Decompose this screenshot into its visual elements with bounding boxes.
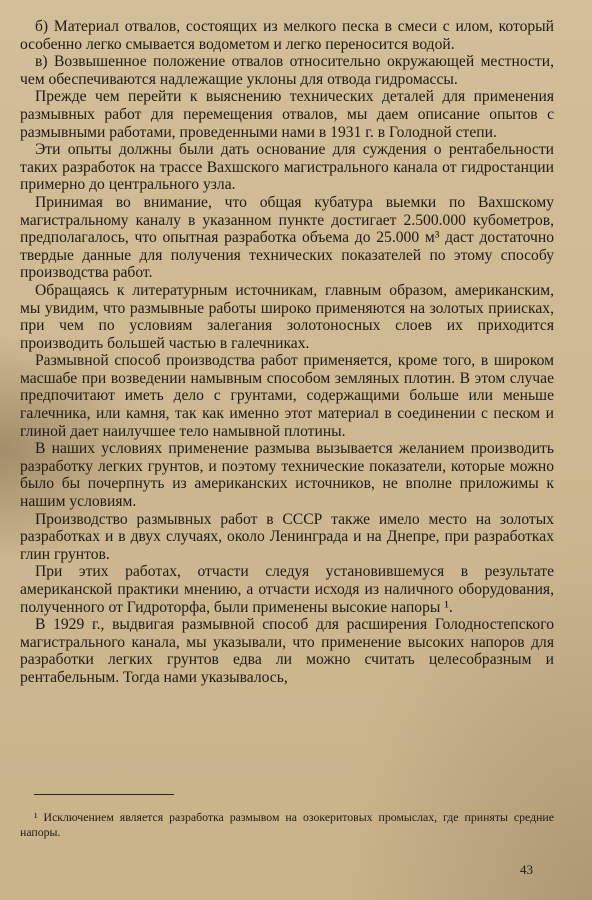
footnote: ¹ Исключением является разработка размывом на озокеритовых промыслах, где приняты средние напоры. <box>20 810 554 839</box>
paragraph-high-pressure: При этих работах, отчасти следуя установившемуся в результате американской практики мнению, а отчасти исходя из наличного оборудования, полученного от Гидроторфа, были применены высокие напоры ¹. <box>20 563 554 616</box>
main-text <box>20 18 554 687</box>
paragraph-our-conditions: В наших условиях применение размыва вызывается желанием производить разработку легких грунтов, и поэтому технические показатели, которые можно было бы почерпнуть из американских источников, не вполне приложимы к нашим условиям. <box>20 440 554 511</box>
paragraph-dams: Размывной способ производства работ применяется, кроме того, в широком масшабе при возведении намывным способом земляных плотин. В этом случае предпочитают иметь дело с грунтами, содержащими больше или меньше галечника, или камня, так как именно этот материал в соединении с песком и глиной дает наилучшее тело намывной плотины. <box>20 352 554 440</box>
paragraph-1929: В 1929 г., выдвигая размывной способ для расширения Голодностепского магистрального канала, мы указывали, что применение высоких напоров для разработки легких грунтов едва ли можно считать целесобразным и рентабельным. Тогда нами указывалось, <box>20 616 554 686</box>
paragraph-technical-details: Прежде чем перейти к выяснению технических деталей для применения размывных работ для перемещения отвалов, мы даем описание опытов с размывными работами, проведенными нами в 1931 г. в Голодной степи. <box>20 88 554 141</box>
paragraph-volume: Принимая во внимание, что общая кубатура выемки по Вахшскому магистральному каналу в указанном пункте достигает 2.500.000 кубометров, предполагалось, что опытная разработка объема до 25.000 м³ даст достаточно твердые данные для получения технических показателей по этому способу производства работ. <box>20 193 554 282</box>
paragraph-ussr: Производство размывных работ в СССР также имело место на золотых разработках и в двух случаях, около Ленинграда и на Днепре, при разработках глин грунтов. <box>20 510 554 563</box>
paragraph-experiments: Эти опыты должны были дать основание для суждения о рентабельности таких разработок на трассе Вахшского магистрального канала от гидростанции примерно до центрального узла. <box>20 141 554 194</box>
footnote-divider <box>34 794 174 795</box>
paragraph-material: б) Материал отвалов, состоящих из мелкого песка в смеси с илом, который особенно легко смывается водометом и легко переносится водой. <box>20 18 554 53</box>
page-number: 43 <box>520 862 533 877</box>
paragraph-elevation: в) Возвышенное положение отвалов относительно окружающей местности, чем обеспечиваются надлежащие уклоны для отвода гидромассы. <box>20 53 554 88</box>
paragraph-literature: Обращаясь к литературным источникам, главным образом, американским, мы увидим, что размывные работы широко применяются на золотых приисках, при чем по условиям залегания золотоносных слоев их приходится производить большей частью в галечниках. <box>20 281 554 352</box>
